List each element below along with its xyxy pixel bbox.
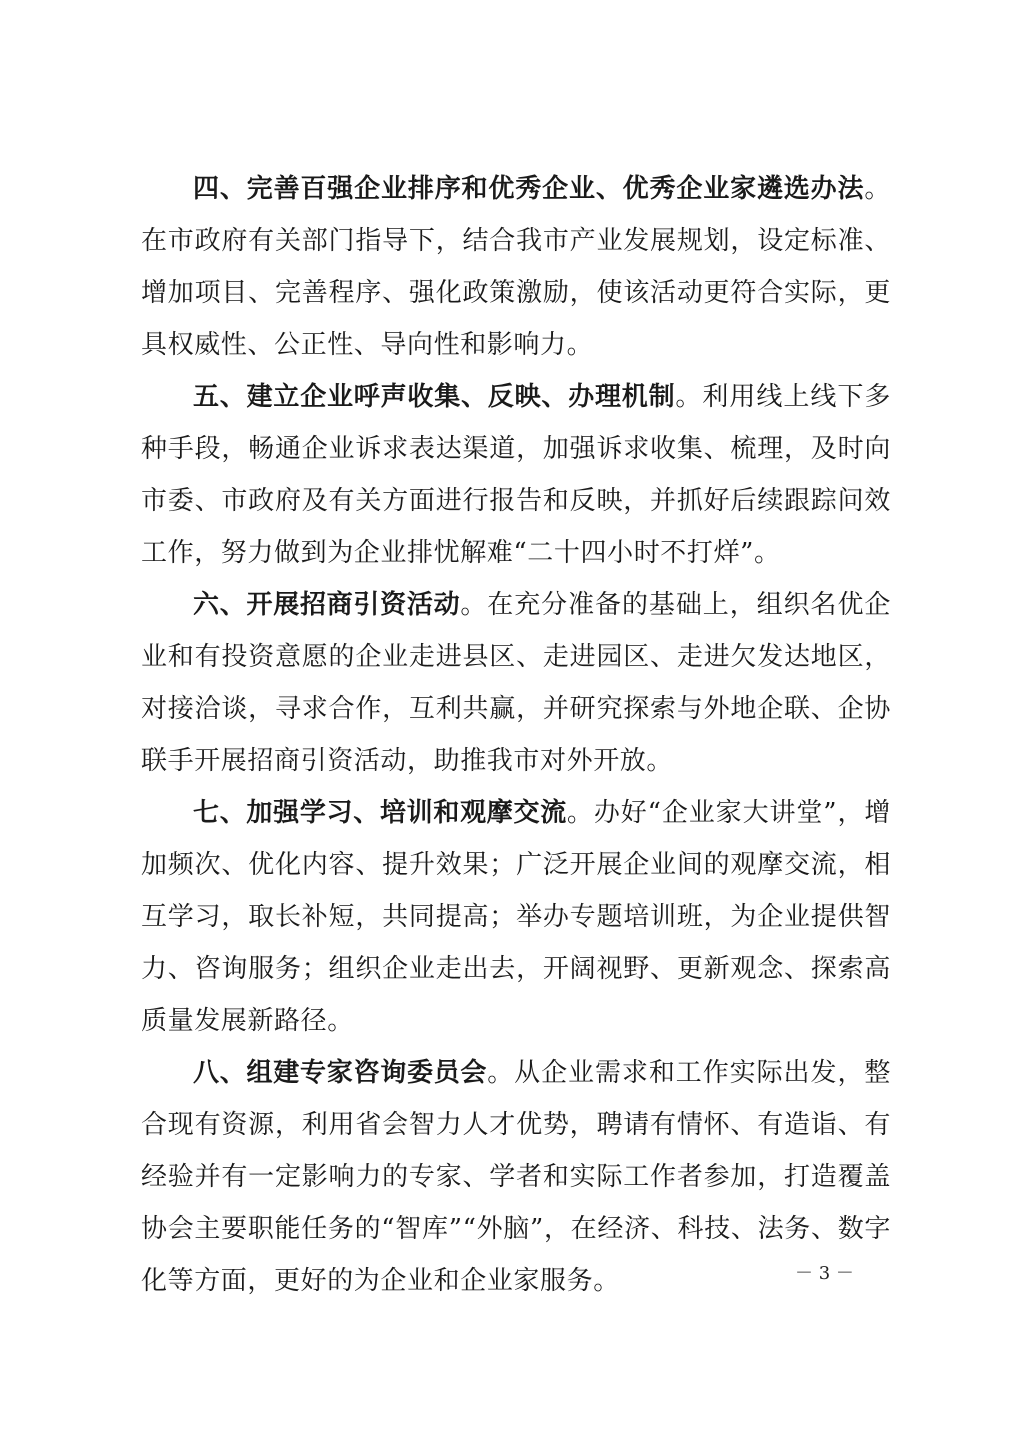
paragraph-7-heading: 七、加强学习、培训和观摩交流	[193, 798, 567, 828]
paragraph-6-heading: 六、开展招商引资活动	[193, 590, 461, 620]
paragraph-8-heading: 八、组建专家咨询委员会	[193, 1058, 488, 1088]
paragraph-4	[141, 163, 891, 371]
paragraph-5-heading: 五、建立企业呼声收集、反映、办理机制	[193, 382, 676, 412]
paragraph-5	[141, 371, 891, 579]
paragraph-4-heading: 四、完善百强企业排序和优秀企业、优秀企业家遴选办法	[193, 174, 865, 204]
page-number: － 3 －	[795, 1263, 854, 1284]
paragraph-8-text: 。从企业需求和工作实际出发，整合现有资源，利用省会智力人才优势，聘请有情怀、有造诣、有经验并有一定影响力的专家、学者和实际工作者参加，打造覆盖协会主要职能任务的“智库”“外脑”，在经济、科技、法务、数字化等方面，更好的为企业和企业家服务。	[141, 1058, 891, 1296]
paragraph-7-text: 。办好“企业家大讲堂”，增加频次、优化内容、提升效果；广泛开展企业间的观摩交流，相互学习，取长补短，共同提高；举办专题培训班，为企业提供智力、咨询服务；组织企业走出去，开阔视野、更新观念、探索高质量发展新路径。	[141, 798, 891, 1036]
paragraph-7	[141, 787, 891, 1047]
paragraph-6	[141, 579, 891, 787]
paragraph-4-text: 。在市政府有关部门指导下，结合我市产业发展规划，设定标准、增加项目、完善程序、强化政策激励，使该活动更符合实际，更具权威性、公正性、导向性和影响力。	[141, 174, 891, 360]
paragraph-6-text: 。在充分准备的基础上，组织名优企业和有投资意愿的企业走进县区、走进园区、走进欠发达地区，对接洽谈，寻求合作，互利共赢，并研究探索与外地企联、企协联手开展招商引资活动，助推我市对外开放。	[141, 590, 891, 776]
paragraph-8	[141, 1047, 891, 1307]
paragraph-5-text: 。利用线上线下多种手段，畅通企业诉求表达渠道，加强诉求收集、梳理，及时向市委、市政府及有关方面进行报告和反映，并抓好后续跟踪问效工作，努力做到为企业排忧解难“二十四小时不打烊”。	[141, 382, 891, 568]
document-body	[141, 163, 891, 1307]
